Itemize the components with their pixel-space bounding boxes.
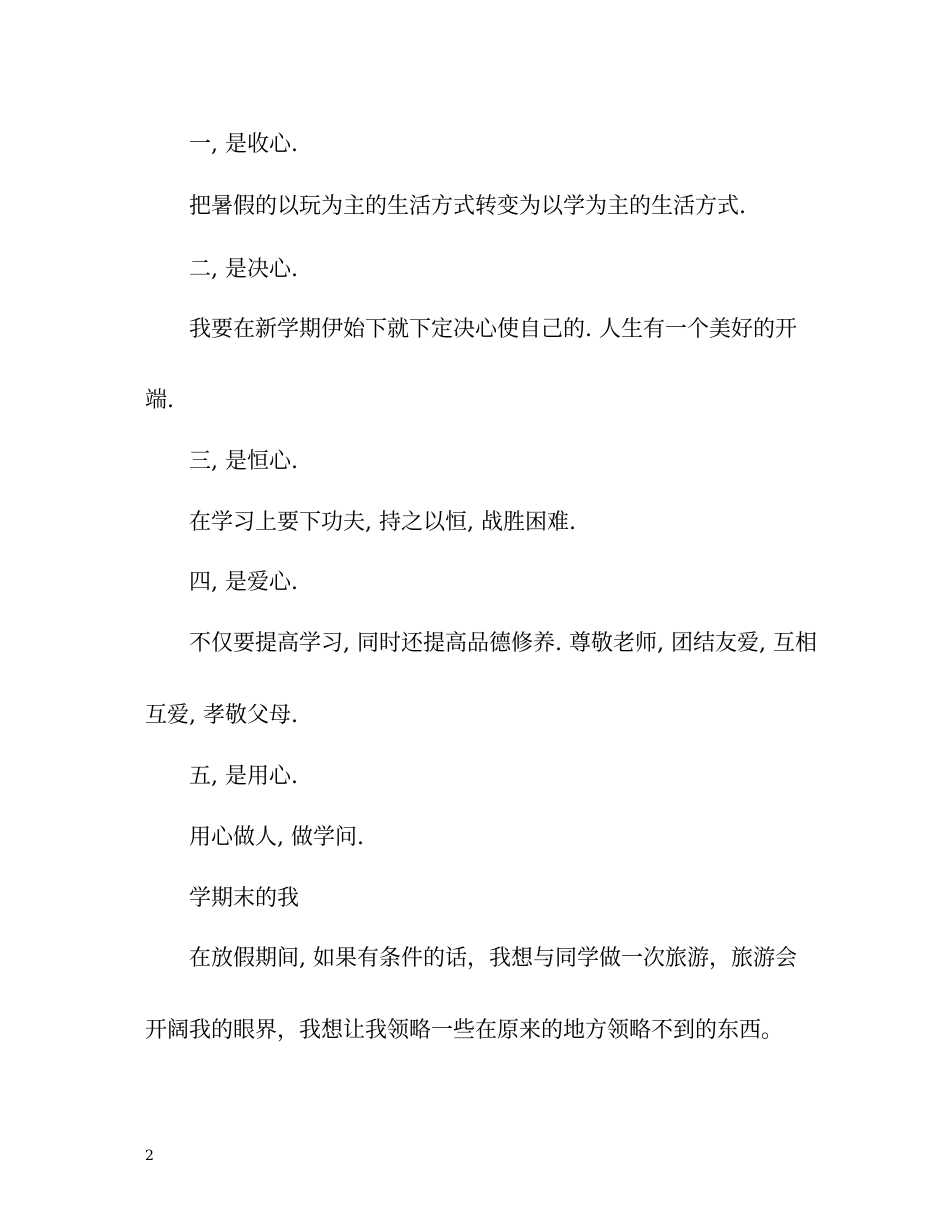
paragraph-juexin-line-1: 我要在新学期伊始下就下定决心使自己的. 人生有一个美好的开 (189, 317, 797, 342)
heading-yongxin: 五, 是用心. (189, 764, 298, 789)
heading-hengxin: 三, 是恒心. (189, 449, 298, 474)
paragraph-aixin-line-2: 互爱, 孝敬父母. (145, 703, 298, 728)
paragraph-shouxin: 把暑假的以玩为主的生活方式转变为以学为主的生活方式. (189, 194, 746, 219)
heading-shouxin: 一, 是收心. (189, 132, 298, 157)
heading-aixin: 四, 是爱心. (189, 570, 298, 595)
section-title: 学期末的我 (189, 886, 300, 911)
paragraph-yongxin: 用心做人, 做学问. (189, 825, 364, 850)
paragraph-aixin-line-1: 不仅要提高学习, 同时还提高品德修养. 尊敬老师, 团结友爱, 互相 (189, 631, 817, 656)
page-number: 2 (145, 1148, 154, 1164)
paragraph-hengxin: 在学习上要下功夫, 持之以恒, 战胜困难. (189, 510, 576, 535)
paragraph-vacation-line-1: 在放假期间, 如果有条件的话，我想与同学做一次旅游，旅游会 (189, 946, 797, 971)
paragraph-juexin-line-2: 端. (145, 388, 174, 413)
heading-juexin: 二, 是决心. (189, 257, 298, 282)
paragraph-vacation-line-2: 开阔我的眼界，我想让我领略一些在原来的地方领略不到的东西。 (145, 1018, 784, 1043)
